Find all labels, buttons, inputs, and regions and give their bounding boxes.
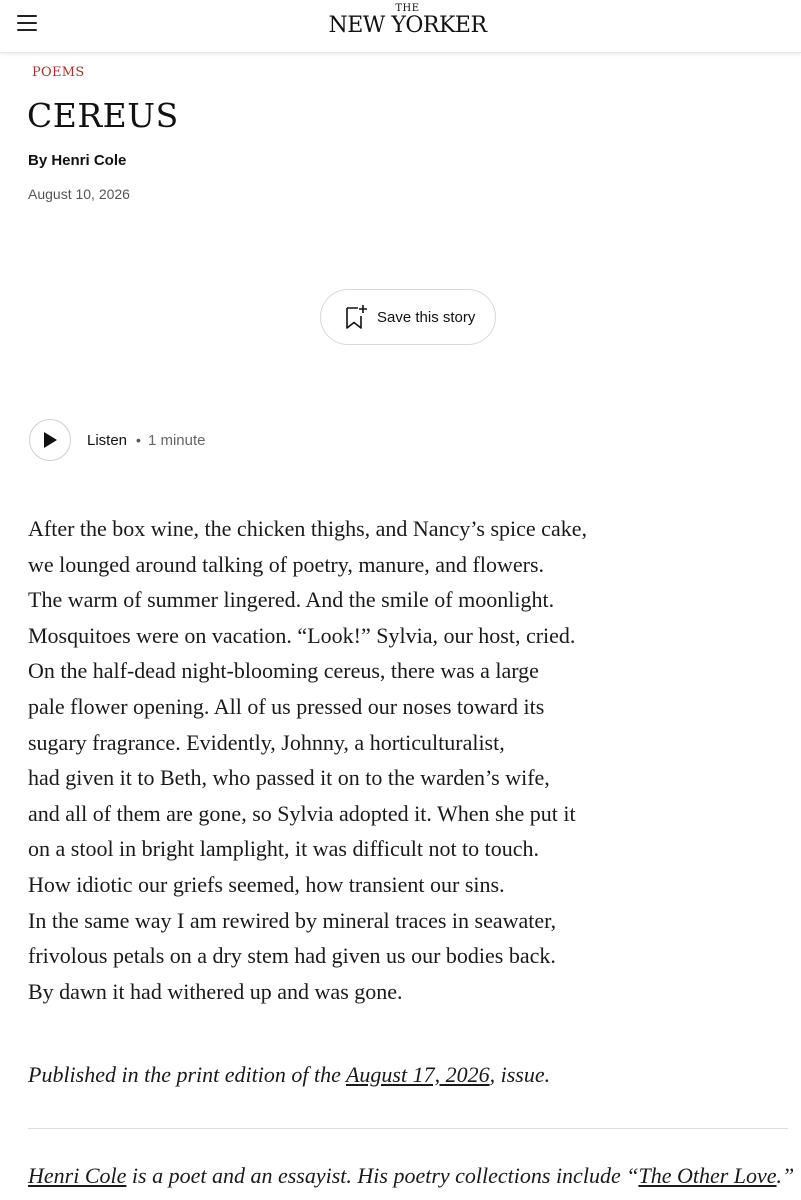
play-icon [42,431,58,449]
audio-duration: 1 minute [147,431,206,449]
print-edition-note [28,1062,550,1088]
play-button[interactable] [29,419,71,461]
poem-line: frivolous petals on a dry stem had given us our bodies back. [28,943,556,969]
print-note-suffix: , issue. [489,1062,551,1087]
save-story-button[interactable] [320,289,496,345]
poem-line: and all of them are gone, so Sylvia adopted it. When she put it [28,800,576,826]
poem-line: In the same way I am rewired by mineral traces in seawater, [28,907,557,933]
audio-player [29,418,205,462]
bio-author-link[interactable]: Henri Cole [28,1163,127,1188]
poem-line: Mosquitoes were on vacation. “Look!” Sylvia, our host, cried. [28,622,576,648]
author-bio [28,1163,794,1189]
poem-line: had given it to Beth, who passed it on to the warden’s wife, [28,765,550,791]
print-note-prefix: Published in the print edition of the [28,1062,346,1087]
poem-line: sugary fragrance. Evidently, Johnny, a horticulturalist, [28,729,505,755]
site-logo[interactable] [300,4,515,38]
save-story-label: Save this story [377,308,476,326]
article-title: CEREUS [27,96,179,135]
poem-line: On the half-dead night-blooming cereus, there was a large [28,658,539,684]
bookmark-add-icon [344,304,368,330]
logo-the: THE [395,3,420,14]
publish-date: August 10, 2026 [28,186,130,202]
hamburger-icon[interactable] [17,15,37,31]
bio-book-link[interactable]: The Other Love [638,1163,777,1188]
logo-name: NEW YORKER [328,13,487,38]
poem-line: After the box wine, the chicken thighs, and Nancy’s spice cake, [28,516,587,541]
bio-text: is a poet and an essayist. His poetry collections include “ [126,1163,639,1188]
poem-line: pale flower opening. All of us pressed our noses toward its [28,693,545,719]
top-navigation-bar [0,0,801,53]
section-rubric-link[interactable]: POEMS [32,65,85,80]
author-link[interactable]: Henri Cole [51,152,127,169]
print-issue-link[interactable]: August 17, 2026 [345,1062,490,1087]
poem-line: we lounged around talking of poetry, manure, and flowers. [28,551,545,577]
poem-line: The warm of summer lingered. And the smile of moonlight. [28,587,555,613]
poem-line: How idiotic our griefs seemed, how transient our sins. [28,871,505,897]
poem-body [28,511,788,1009]
poem-line: By dawn it had withered up and was gone. [28,978,403,1004]
separator-dot: • [136,432,141,448]
poem-line: on a stool in bright lamplight, it was difficult not to touch. [28,836,540,862]
listen-label[interactable]: Listen [87,431,128,449]
divider [28,1128,788,1129]
bio-end: .” [776,1163,795,1188]
byline-prefix: By [28,152,52,169]
byline [28,152,126,169]
